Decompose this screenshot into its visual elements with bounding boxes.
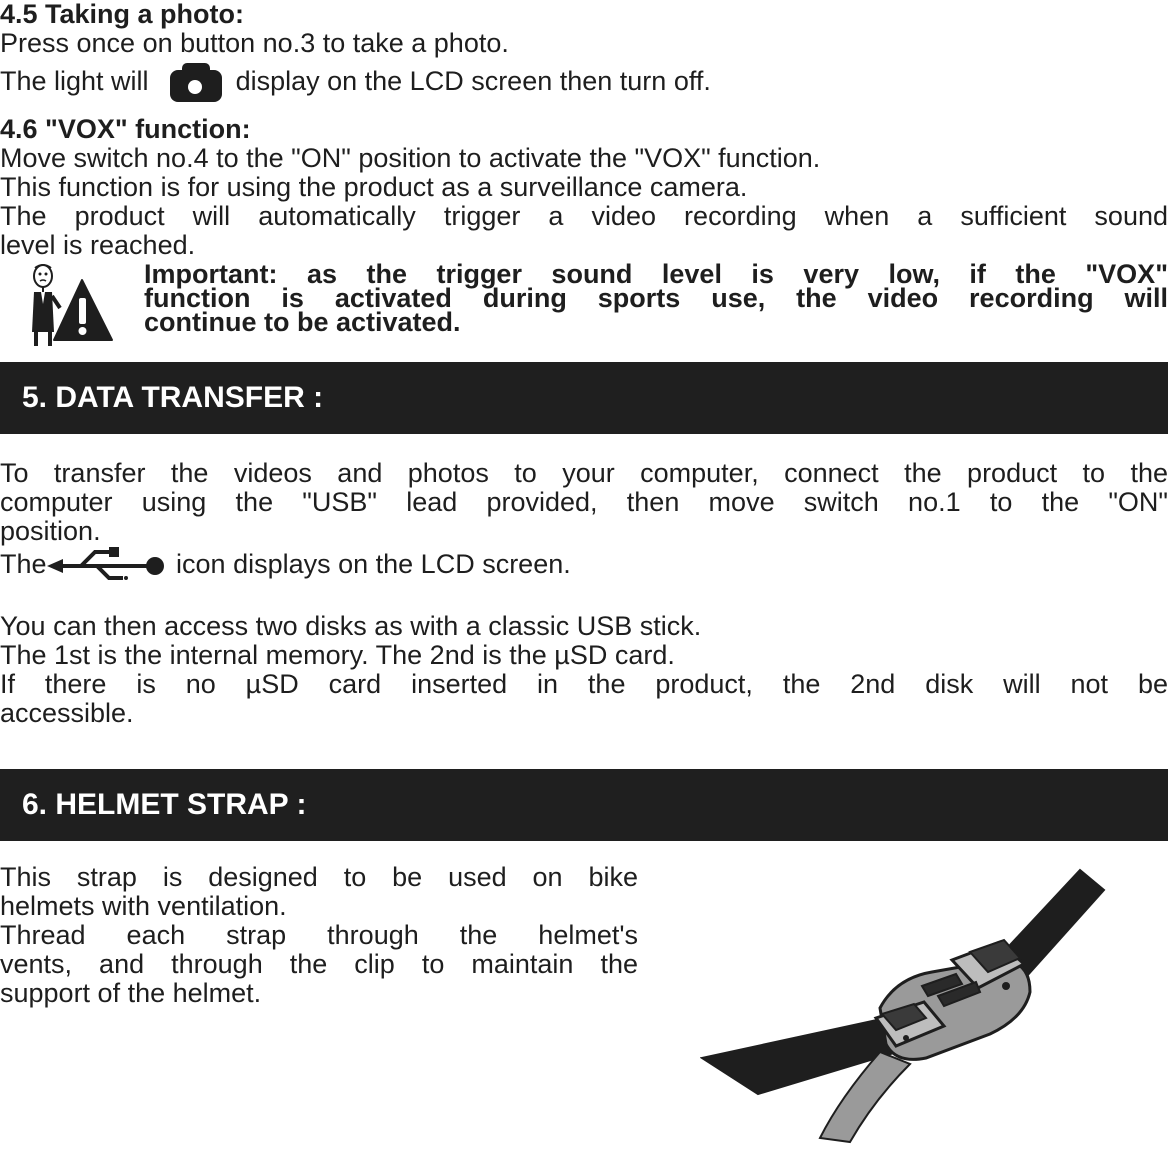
section-4-6-heading: 4.6 "VOX" function: (0, 114, 251, 144)
section-5-p1-line2: computer using the "USB" lead provided, then move switch no.1 to the "ON" (0, 487, 1168, 517)
section-5-p1-line1: To transfer the videos and photos to your computer, connect the product to the (0, 458, 1168, 488)
section-4-6-line3: The product will automatically trigger a video recording when a sufficient sound (0, 201, 1168, 231)
section-5-p2-line1: You can then access two disks as with a classic USB stick. (0, 611, 702, 641)
warning-line2: function is activated during sports use, the video recording will (144, 283, 1168, 313)
section-4-5-line2-after: display on the LCD screen then turn off. (228, 66, 711, 97)
section-6-banner: 6. HELMET STRAP : (0, 769, 1168, 841)
usb-icon (47, 546, 167, 586)
section-6-line5: support of the helmet. (0, 978, 262, 1008)
section-6-line2: helmets with ventilation. (0, 891, 287, 921)
section-6-line4: vents, and through the clip to maintain the (0, 949, 638, 979)
section-4-5-line1: Press once on button no.3 to take a photo. (0, 28, 509, 58)
section-4-5-line2 (0, 58, 1168, 108)
section-6-line3: Thread each strap through the helmet's (0, 920, 638, 950)
warning-man-icon (24, 262, 116, 350)
section-6-body (0, 863, 638, 1008)
warning-line1: Important: as the trigger sound level is very low, if the "VOX" (144, 259, 1168, 289)
section-4-6 (0, 115, 1168, 260)
section-4-5 (0, 0, 1168, 108)
section-5-usb-line (0, 546, 1168, 586)
section-4-6-line1: Move switch no.4 to the "ON" position to activate the "VOX" function. (0, 143, 821, 173)
section-6-line1: This strap is designed to be used on bike (0, 862, 638, 892)
section-5-p2-line3: If there is no µSD card inserted in the product, the 2nd disk will not be (0, 669, 1168, 699)
section-5-p1-line3: position. (0, 516, 101, 546)
section-4-5-heading: 4.5 Taking a photo: (0, 0, 245, 29)
warning-text (144, 259, 1168, 337)
section-5-banner: 5. DATA TRANSFER : (0, 362, 1168, 434)
section-5-p2-line2: The 1st is the internal memory. The 2nd is the µSD card. (0, 640, 675, 670)
section-4-6-line4: level is reached. (0, 230, 196, 260)
section-4-6-line2: This function is for using the product as a surveillance camera. (0, 172, 748, 202)
usb-line-after: icon displays on the LCD screen. (168, 549, 571, 580)
helmet-strap-illustration (700, 868, 1140, 1144)
warning-line3: continue to be activated. (144, 307, 461, 337)
camera-icon (168, 60, 224, 110)
usb-line-before: The (0, 549, 47, 580)
section-5-p2-line4: accessible. (0, 698, 134, 728)
section-4-5-line2-before: The light will (0, 66, 157, 97)
section-5-body (0, 459, 1168, 728)
